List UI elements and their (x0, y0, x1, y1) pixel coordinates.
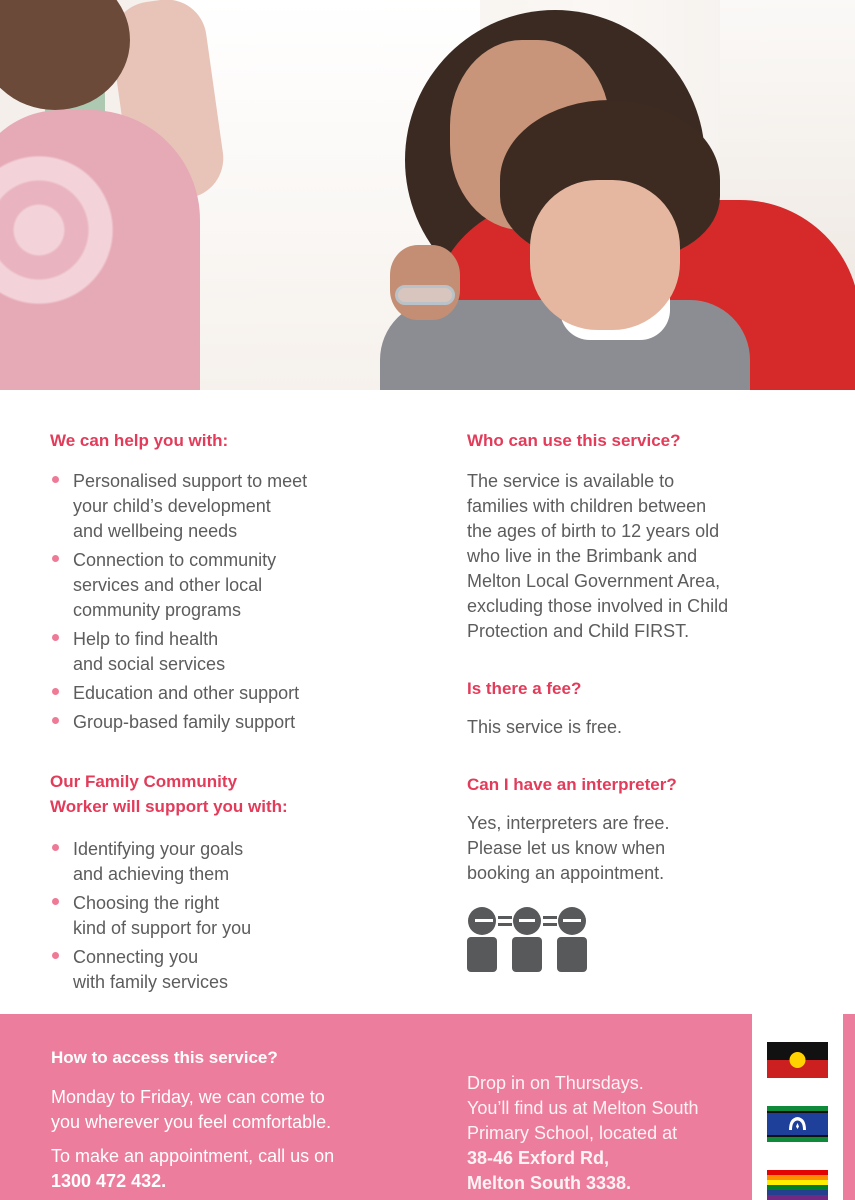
who-text: The service is available to families with children between the ages of birth to 12 years old who live in the Brimbank and Melton Local Government Area, excluding those involved in Child Protection and Child FIRST. (467, 471, 729, 641)
left-column (50, 428, 380, 999)
fee-text: This service is free. (467, 717, 623, 737)
help-list-item: Connection to community services and other local community programs (50, 548, 380, 623)
access-text: Monday to Friday, we can come to you wherever you feel comfortable. (51, 1087, 332, 1132)
footer-edge (843, 1014, 855, 1200)
pride-flag-icon (767, 1170, 828, 1200)
fee-heading: Is there a fee? (467, 679, 582, 698)
address-line-2: Melton South 3338. (467, 1173, 632, 1193)
right-column (467, 428, 797, 886)
interpreter-text: Yes, interpreters are free. Please let us know when booking an appointment. (467, 813, 670, 883)
help-list-item: Group-based family support (50, 710, 380, 735)
worker-list-item: Identifying your goals and achieving them (50, 837, 380, 887)
worker-list-item: Choosing the right kind of support for you (50, 891, 380, 941)
hero-toy (395, 285, 455, 305)
who-heading: Who can use this service? (467, 431, 681, 450)
access-heading: How to access this service? (51, 1048, 278, 1067)
worker-heading: Our Family Community Worker will support you with: (50, 772, 288, 816)
help-list-item: Help to find health and social services (50, 627, 380, 677)
torres-strait-islander-flag-icon (767, 1106, 828, 1142)
address-line-1: 38-46 Exford Rd, (467, 1148, 610, 1168)
hero-girl-body (0, 110, 200, 390)
aboriginal-flag-icon (767, 1042, 828, 1078)
help-list (50, 469, 380, 735)
worker-list-item: Connecting you with family services (50, 945, 380, 995)
interpreter-heading: Can I have an interpreter? (467, 775, 677, 794)
appointment-prefix: To make an appointment, call us on (51, 1146, 335, 1166)
help-list-item: Personalised support to meet your child’s development and wellbeing needs (50, 469, 380, 544)
interpreter-people-icon (467, 906, 589, 972)
worker-list (50, 837, 380, 995)
appointment-text (51, 1144, 411, 1194)
footer-access-panel (0, 1014, 752, 1200)
dropin-text: Drop in on Thursdays. You’ll find us at Melton South Primary School, located at (467, 1073, 699, 1143)
hero-girl-hair (0, 0, 130, 110)
phone-number[interactable]: 1300 472 432. (51, 1171, 167, 1191)
help-heading: We can help you with: (50, 431, 229, 450)
hero-hand (390, 245, 460, 320)
help-list-item: Education and other support (50, 681, 380, 706)
footer-left (51, 1046, 411, 1194)
hero-boy-face (530, 180, 680, 330)
footer-right (467, 1071, 752, 1196)
hero-photo (0, 0, 855, 390)
